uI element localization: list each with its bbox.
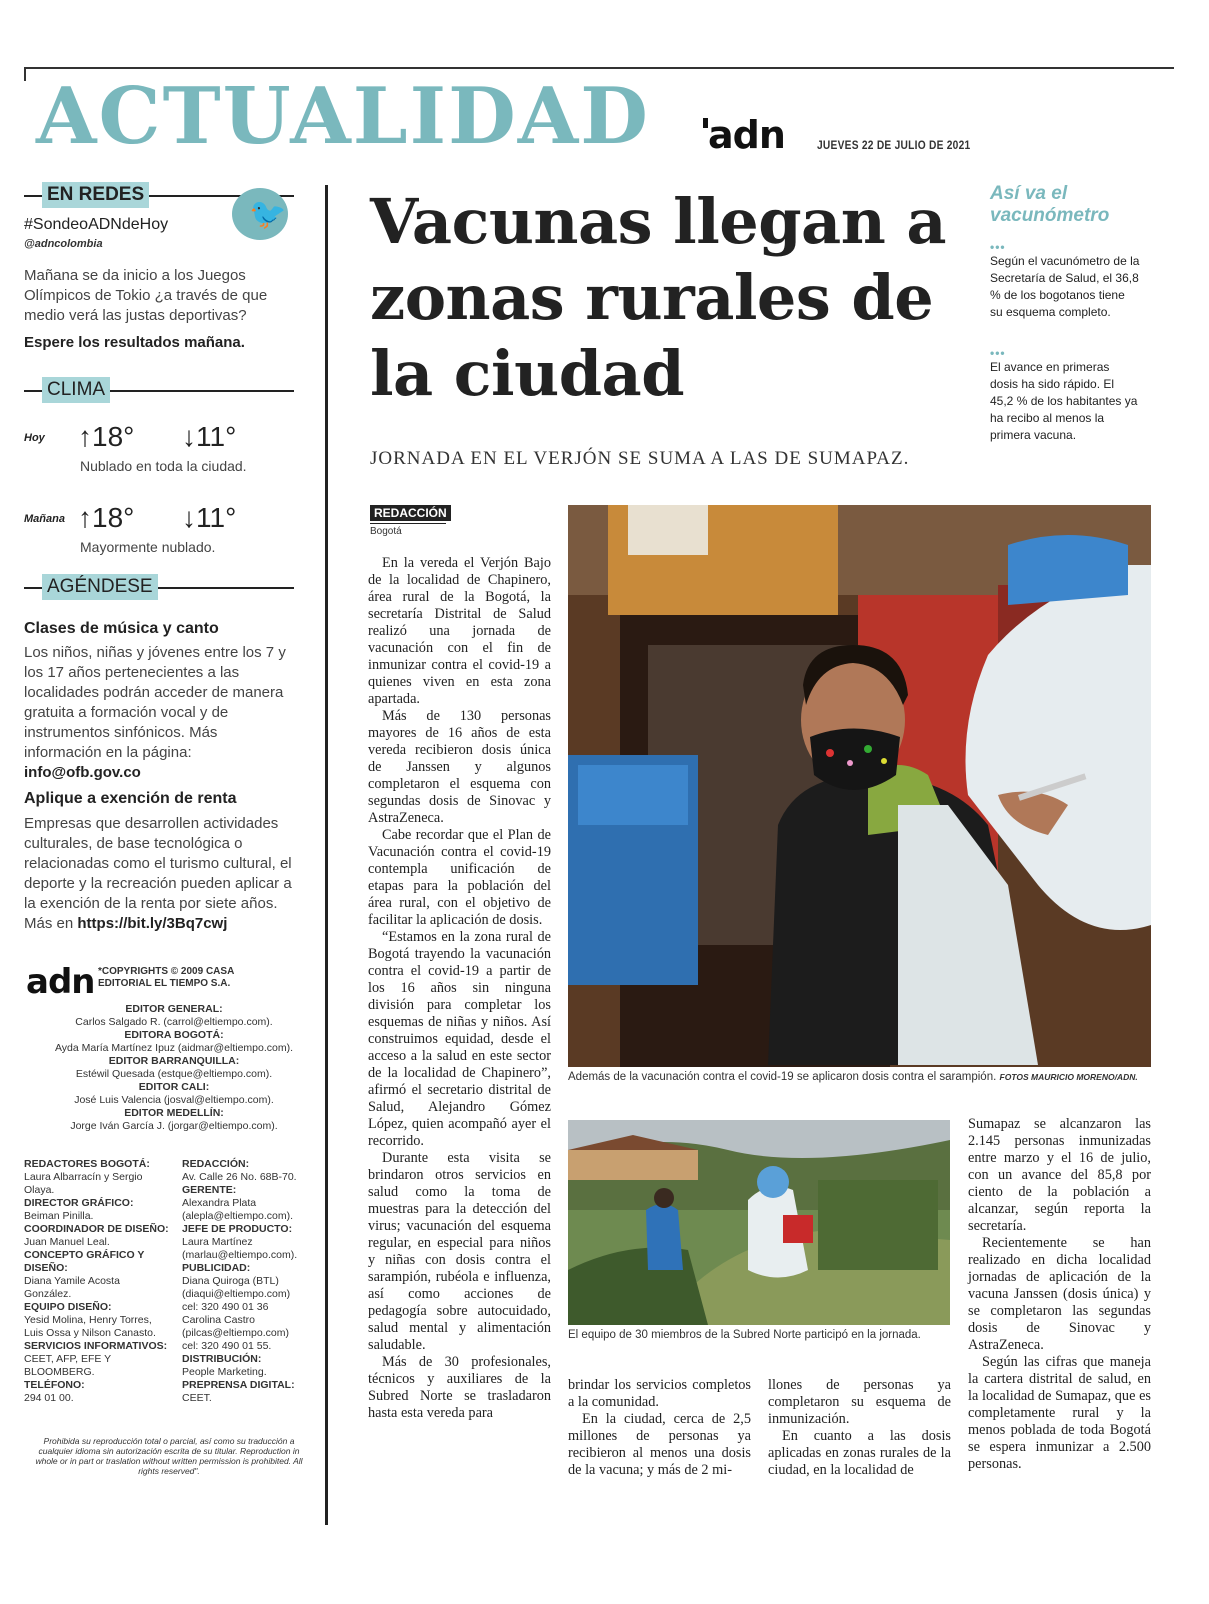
hashtag: #SondeoADNdeHoy [24, 216, 169, 233]
agendese-label: AGÉNDESE [42, 574, 158, 600]
staff-list-left: REDACTORES BOGOTÁ: Laura Albarracín y Sergio Olaya. DIRECTOR GRÁFICO: Beiman Pinilla. COORDINADOR DE DISEÑO: Juan Manuel Leal. CONCEPTO GRÁFICO Y DISEÑO: Diana Yamile Acosta González. EQUIPO DISEÑO: Yesid Molina, Henry Torres, Luis Ossa y Nilson Canasto. SERVICIOS INFORMATIVOS: CEET, AFP, EFE Y BLOOMBERG. TELÉFONO: 294 01 00. [24, 1158, 169, 1404]
editors-list: EDITOR GENERAL: Carlos Salgado R. (carrol@eltiempo.com). EDITORA BOGOTÁ: Ayda María Martínez Ipuz (aidmar@eltiempo.com). EDITOR BARRANQUILLA: Estéwil Quesada (estque@eltiempo.com). EDITOR CALI: José Luis Valencia (josval@eltiempo.com). EDITOR MEDELLÍN: Jorge Iván García J. (jorgar@eltiempo.com). [54, 1003, 294, 1132]
kicker: JORNADA EN EL VERJÓN SE SUMA A LAS DE SUMAPAZ. [370, 448, 910, 469]
top-rule-tick [24, 67, 26, 81]
agenda-item-title: Clases de música y canto [24, 620, 219, 637]
vacunometro-item: Según el vacunómetro de la Secretaría de Salud, el 36,8 % de los bogotanos tiene su esquema completo. [990, 254, 1140, 319]
secondary-photo [568, 1120, 950, 1325]
agenda-item-title: Aplique a exención de renta [24, 790, 237, 807]
byline: REDACCIÓN [370, 505, 451, 521]
en-redes-label: EN REDES [42, 182, 149, 208]
main-photo-caption: Además de la vacunación contra el covid-19 se aplicaron dosis contra el sarampión. FOTOS MAURICIO MORENO/ADN. [568, 1071, 1138, 1083]
weather-desc: Mayormente nublado. [80, 539, 216, 555]
adn-logo-small: adn [26, 962, 95, 1002]
weather-day: Hoy [24, 432, 45, 444]
weather-min: ↓11° [182, 502, 237, 533]
article-column-4: Sumapaz se alcanzaron las 2.145 personas inmunizadas entre marzo y el 16 de julio, con un avance del 85,8 por ciento de la población a alcanzar, según reporta la secretaría. Recientemente se han realizado en dicha localidad jornadas de aplicación de la vacuna Janssen (dosis única) y se completaron las segundas dosis de Sinovac y AstraZeneca. Según las cifras que maneja la cartera distrital de salud, en la localidad de Sumapaz, que es completamente rural y la menos poblada de toda Bogotá se espera inmunizar a 2.500 personas. [968, 1116, 1151, 1472]
agenda-item-link[interactable]: info@ofb.gov.co [24, 764, 141, 781]
copyright: *COPYRIGHTS © 2009 CASA EDITORIAL EL TIEMPO S.A. [98, 966, 234, 989]
agenda-item-link[interactable]: https://bit.ly/3Bq7cwj [77, 915, 228, 932]
headline: Vacunas llegan a zonas rurales de la ciudad [370, 185, 947, 410]
weather-min: ↓11° [182, 421, 237, 452]
bullet-dots: ••• [990, 240, 1006, 254]
agenda-item-text: Empresas que desarrollen actividades culturales, de base tecnológica o relacionadas como el turismo cultural, el deporte y la recreación pueden aplicar a la exención de la renta por siete años. Más en https://bit.ly/3Bq7cwj [24, 815, 292, 932]
weather-max: ↑18° [78, 502, 135, 533]
agenda-item-text: Los niños, niñas y jóvenes entre los 7 y los 17 años pertenecientes a las localidades podrán acceder de manera gratuita a formación vocal y de instrumentos sinfónicos. Más información en la página: info@ofb.gov.co [24, 644, 286, 781]
legal-notice: Prohibida su reproducción total o parcial, así como su traducción a cualquier idioma sin autorización escrita de su titular. Reproduction in whole or in part or traslation without written permission is prohibited. All rights reserved". [35, 1436, 303, 1476]
weather-desc: Nublado en toda la ciudad. [80, 458, 247, 474]
staff-list-right: REDACCIÓN: Av. Calle 26 No. 68B-70. GERENTE: Alexandra Plata (alepla@eltiempo.com). JEFE DE PRODUCTO: Laura Martínez (marlau@eltiempo.com). PUBLICIDAD: Diana Quiroga (BTL) (diaqui@eltiempo.com) cel: 320 490 01 36 Carolina Castro (pilcas@eltiempo.com) cel: 320 490 01 55. DISTRIBUCIÓN: People Marketing. PREPRENSA DIGITAL: CEET. [182, 1158, 298, 1404]
byline-rule [370, 523, 446, 524]
secondary-photo-caption: El equipo de 30 miembros de la Subred Norte participó en la jornada. [568, 1329, 921, 1341]
vacunometro-title: Así va el vacunómetro [990, 183, 1110, 226]
article-column-3: llones de personas ya completaron su esquema de inmunización. En cuanto a las dosis aplicadas en zonas rurales de la ciudad, en la localidad de [768, 1377, 951, 1478]
bullet-dots: ••• [990, 346, 1006, 360]
twitter-bird-glyph: 🐦 [249, 197, 287, 232]
agendese-header [24, 574, 302, 600]
column-divider [325, 185, 328, 1525]
byline-city: Bogotá [370, 526, 402, 537]
photo-credit: FOTOS MAURICIO MORENO/ADN. [999, 1072, 1138, 1082]
twitter-handle: @adncolombia [24, 238, 103, 250]
poll-note: Espere los resultados mañana. [24, 334, 245, 351]
article-column-2: brindar los servicios completos a la comunidad. En la ciudad, cerca de 2,5 millones de personas ya recibieron al menos una dosis de la vacuna; y más de 2 mi- [568, 1377, 751, 1478]
top-rule [24, 67, 1174, 69]
vacunometro-item: El avance en primeras dosis ha sido rápido. El 45,2 % de los habitantes ya ha recibo al menos la primera vacuna. [990, 360, 1138, 442]
article-column-1: En la vereda el Verjón Bajo de la localidad de Chapinero, área rural de la Bogotá, la secretaría Distrital de Salud realizó una jornada de vacunación con el fin de inmunizar contra el covid-19 a quienes viven en esta zona apartada. Más de 130 personas mayores de 16 años de esta vereda recibieron dosis única de Janssen y algunos completaron el esquema con segundas dosis de Sinovac y AstraZeneca. Cabe recordar que el Plan de Vacunación contra el covid-19 contempla unificación de etapas para la población del área rural, con el objetivo de facilitar la aplicación de dosis. “Estamos en la zona rural de Bogotá trayendo la vacunación contra el covid-19 a partir de los 16 años sin ninguna división para completar los esquemas de niñas y niños. Así construimos equidad, desde el acceso a la salud en este sector de la localidad de Chapinero”, afirmó el secretario distrital de Salud, Alejandro Gómez López, quien acompañó ayer el recorrido. Durante esta visita se brindaron otros servicios en salud como la toma de muestras para la detección del virus; vacunación del esquema regular, en especial para niños y niñas con dosis contra el sarampión, rubéola e influenza, así como acciones de pedagogía sobre autocuidado, salud mental y alimentación saludable. Más de 30 profesionales, técnicos y auxiliares de la Subred Norte se trasladaron hasta esta vereda para [368, 555, 551, 1421]
poll-question: Mañana se da inicio a los Juegos Olímpicos de Tokio ¿a través de que medio verá las justas deportivas? [24, 267, 268, 324]
adn-logo: adn [708, 113, 785, 157]
issue-date: JUEVES 22 DE JULIO DE 2021 [817, 138, 971, 152]
section-title: ACTUALIDAD [36, 71, 650, 162]
clima-label: CLIMA [42, 377, 110, 403]
weather-day: Mañana [24, 513, 65, 525]
weather-max: ↑18° [78, 421, 135, 452]
clima-header [24, 377, 302, 403]
main-photo [568, 505, 1151, 1067]
